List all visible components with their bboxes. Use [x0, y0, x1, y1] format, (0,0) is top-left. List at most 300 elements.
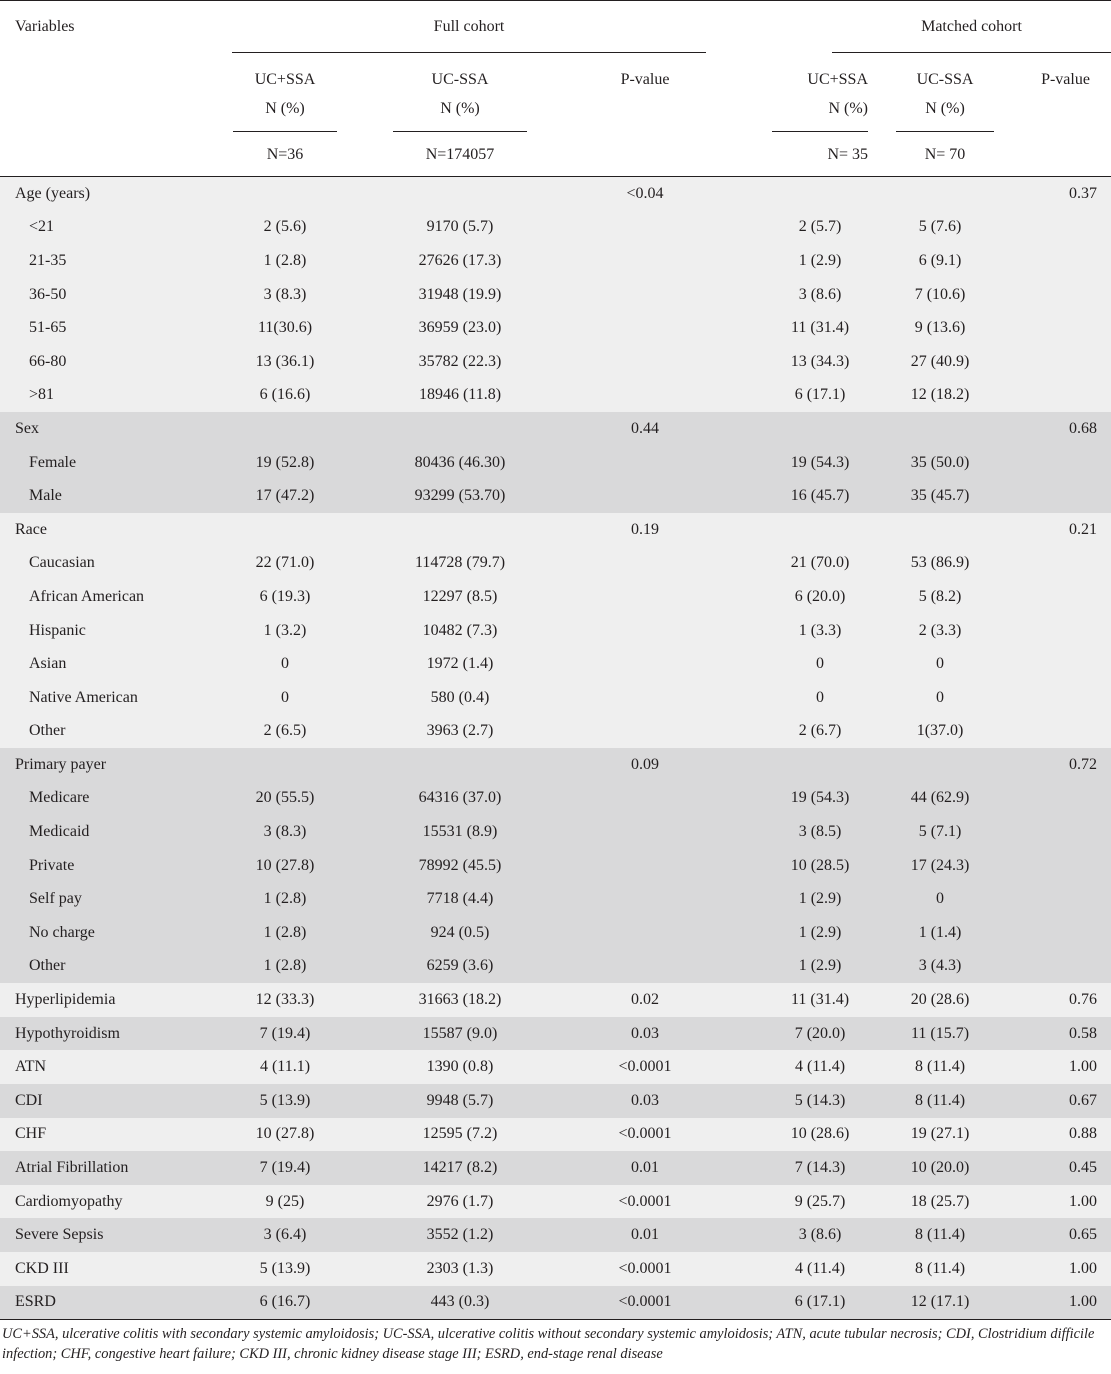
cell-match-pvalue: 1.00	[1020, 1050, 1111, 1084]
cell-full-pvalue: <0.0001	[570, 1286, 720, 1320]
cell-match-pvalue: 1.00	[1020, 1286, 1111, 1320]
cell-full-pos: 3 (6.4)	[220, 1218, 350, 1252]
table-row	[0, 950, 1111, 984]
cell-full-pvalue	[570, 782, 720, 816]
cell-full-pvalue	[570, 815, 720, 849]
cell-match-neg: 0	[820, 647, 1020, 681]
cell-match-pvalue: 0.37	[1020, 177, 1111, 211]
cell-full-pvalue	[570, 950, 720, 984]
cell-match-pos	[720, 278, 842, 312]
cell-match-neg: 7 (10.6)	[820, 278, 1020, 312]
cell-full-neg	[350, 177, 570, 211]
cell-match-pvalue	[1020, 244, 1111, 278]
cell-full-pvalue	[570, 647, 720, 681]
row-label: Medicaid	[0, 815, 220, 849]
cell-full-pvalue	[570, 479, 720, 513]
cell-match-pos-value: 3 (8.6)	[798, 1226, 842, 1244]
cell-full-pos	[220, 513, 350, 547]
cell-match-pvalue	[1020, 950, 1111, 984]
full-pos-stack	[233, 53, 337, 132]
row-label: CHF	[0, 1118, 220, 1152]
cell-match-neg: 44 (62.9)	[820, 782, 1020, 816]
cell-full-pvalue	[570, 681, 720, 715]
cell-match-pos	[720, 715, 842, 749]
row-label: Sex	[0, 412, 220, 446]
cell-full-pos: 1 (2.8)	[220, 244, 350, 278]
cell-full-neg: 1972 (1.4)	[350, 647, 570, 681]
cell-full-neg: 15587 (9.0)	[350, 1017, 570, 1051]
cell-match-neg: 35 (50.0)	[820, 446, 1020, 480]
row-label: Other	[0, 950, 220, 984]
cell-match-pos	[720, 748, 820, 782]
cell-match-pos-value: 0	[816, 655, 825, 673]
cell-match-neg: 0	[820, 882, 1020, 916]
n-match-pos-cell	[720, 132, 869, 177]
cell-full-pvalue	[570, 446, 720, 480]
cell-match-pos	[720, 580, 846, 614]
cell-full-pos: 9 (25)	[220, 1185, 350, 1219]
cell-match-neg: 9 (13.6)	[820, 311, 1020, 345]
cell-full-pvalue	[570, 211, 720, 245]
cell-full-pvalue	[570, 849, 720, 883]
cell-match-neg: 8 (11.4)	[820, 1050, 1020, 1084]
cell-full-neg: 2976 (1.7)	[350, 1185, 570, 1219]
table-row	[0, 1084, 1111, 1118]
cell-full-pvalue: <0.0001	[570, 1252, 720, 1286]
cell-match-neg: 20 (28.6)	[820, 983, 1020, 1017]
cell-match-pvalue: 0.76	[1020, 983, 1111, 1017]
cell-full-pos: 1 (2.8)	[220, 882, 350, 916]
cell-match-pos	[720, 345, 850, 379]
cell-full-neg: 10482 (7.3)	[350, 614, 570, 648]
match-pos-label: UC+SSA	[807, 71, 869, 88]
cell-match-pos-value: 9 (25.7)	[794, 1192, 846, 1210]
cell-full-pvalue	[570, 580, 720, 614]
cell-full-pos: 1 (3.2)	[220, 614, 350, 648]
cell-match-pos-value: 2 (5.7)	[798, 218, 842, 236]
row-label: Severe Sepsis	[0, 1218, 220, 1252]
cell-full-pos: 3 (8.3)	[220, 815, 350, 849]
cell-match-pos	[720, 815, 842, 849]
cell-match-pos	[720, 379, 846, 413]
cell-match-pvalue: 0.45	[1020, 1151, 1111, 1185]
cell-full-pvalue: 0.03	[570, 1084, 720, 1118]
cell-full-pvalue: 0.03	[570, 1017, 720, 1051]
cell-full-neg: 580 (0.4)	[350, 681, 570, 715]
cell-match-neg: 8 (11.4)	[820, 1084, 1020, 1118]
table-row	[0, 580, 1111, 614]
full-cohort-header	[220, 1, 720, 54]
cell-full-neg: 15531 (8.9)	[350, 815, 570, 849]
cell-match-neg: 8 (11.4)	[820, 1218, 1020, 1252]
cell-match-pvalue	[1020, 849, 1111, 883]
cell-match-neg: 53 (86.9)	[820, 547, 1020, 581]
cell-full-pvalue: 0.01	[570, 1151, 720, 1185]
cell-match-pos-value: 0	[816, 688, 825, 706]
n-row-blank	[0, 132, 220, 177]
cell-full-pos: 12 (33.3)	[220, 983, 350, 1017]
row-label: No charge	[0, 916, 220, 950]
cell-full-neg: 27626 (17.3)	[350, 244, 570, 278]
row-label: >81	[0, 379, 220, 413]
row-label: 21-35	[0, 244, 220, 278]
cell-match-pos-value: 1 (3.3)	[798, 621, 842, 639]
row-label: Female	[0, 446, 220, 480]
cell-match-pos	[720, 311, 850, 345]
table-row	[0, 244, 1111, 278]
cell-match-pos-value: 4 (11.4)	[794, 1259, 846, 1277]
cell-match-pvalue	[1020, 882, 1111, 916]
cell-full-pos: 20 (55.5)	[220, 782, 350, 816]
matched-cohort-label: Matched cohort	[832, 18, 1111, 53]
cell-match-pvalue	[1020, 681, 1111, 715]
cell-match-pos	[720, 882, 842, 916]
cell-full-neg: 18946 (11.8)	[350, 379, 570, 413]
cell-match-pos	[720, 614, 842, 648]
table-row	[0, 614, 1111, 648]
table-row	[0, 1050, 1111, 1084]
cell-match-pos	[720, 782, 850, 816]
cell-match-pos	[720, 1050, 846, 1084]
cell-full-pos: 22 (71.0)	[220, 547, 350, 581]
cell-match-pvalue	[1020, 916, 1111, 950]
row-label: Primary payer	[0, 748, 220, 782]
cell-full-neg: 36959 (23.0)	[350, 311, 570, 345]
row-label: Other	[0, 715, 220, 749]
cell-match-pos-value: 3 (8.5)	[798, 823, 842, 841]
cell-full-pvalue: 0.09	[570, 748, 720, 782]
cell-match-neg: 2 (3.3)	[820, 614, 1020, 648]
row-label: 66-80	[0, 345, 220, 379]
cell-full-neg: 443 (0.3)	[350, 1286, 570, 1320]
cell-match-pos-value: 21 (70.0)	[790, 554, 850, 572]
cell-full-neg: 14217 (8.2)	[350, 1151, 570, 1185]
cell-full-neg: 31948 (19.9)	[350, 278, 570, 312]
full-pos-col-header	[220, 53, 350, 132]
cell-full-pos: 7 (19.4)	[220, 1017, 350, 1051]
cell-match-pos	[720, 211, 842, 245]
cell-match-neg: 1(37.0)	[820, 715, 1020, 749]
cell-match-neg	[820, 513, 1020, 547]
cell-full-pvalue: <0.0001	[570, 1050, 720, 1084]
cell-full-neg: 6259 (3.6)	[350, 950, 570, 984]
cell-full-pos: 2 (6.5)	[220, 715, 350, 749]
table-row	[0, 278, 1111, 312]
cell-match-neg: 5 (7.6)	[820, 211, 1020, 245]
cell-full-pos: 10 (27.8)	[220, 849, 350, 883]
cell-full-pos: 1 (2.8)	[220, 916, 350, 950]
row-label: Self pay	[0, 882, 220, 916]
cell-full-pvalue	[570, 547, 720, 581]
cell-match-pos-value: 6 (17.1)	[794, 1293, 846, 1311]
cell-match-pos	[720, 983, 850, 1017]
cell-match-pos	[720, 1118, 850, 1152]
cell-match-pvalue	[1020, 446, 1111, 480]
cell-match-pos-value: 19 (54.3)	[790, 789, 850, 807]
cell-match-pos-value: 2 (6.7)	[798, 722, 842, 740]
cell-match-neg	[820, 748, 1020, 782]
row-label: Hypothyroidism	[0, 1017, 220, 1051]
cell-match-neg: 12 (18.2)	[820, 379, 1020, 413]
table-row	[0, 815, 1111, 849]
cell-match-neg: 17 (24.3)	[820, 849, 1020, 883]
cell-full-neg: 9948 (5.7)	[350, 1084, 570, 1118]
table-row	[0, 513, 1111, 547]
cell-match-pos	[720, 177, 820, 211]
cell-match-pvalue	[1020, 547, 1111, 581]
cell-match-neg: 19 (27.1)	[820, 1118, 1020, 1152]
cell-match-pvalue: 0.68	[1020, 412, 1111, 446]
cell-full-pvalue: 0.19	[570, 513, 720, 547]
row-label: 51-65	[0, 311, 220, 345]
cell-match-neg: 35 (45.7)	[820, 479, 1020, 513]
row-label: CDI	[0, 1084, 220, 1118]
cell-full-pos: 6 (16.6)	[220, 379, 350, 413]
row-label: CKD III	[0, 1252, 220, 1286]
cell-match-pvalue: 0.58	[1020, 1017, 1111, 1051]
row-label: 36-50	[0, 278, 220, 312]
table-row	[0, 782, 1111, 816]
cell-full-neg	[350, 412, 570, 446]
cell-match-pvalue	[1020, 647, 1111, 681]
cell-match-pos	[720, 446, 850, 480]
cell-match-pvalue	[1020, 479, 1111, 513]
header-blank	[0, 53, 220, 132]
cell-full-pvalue	[570, 715, 720, 749]
table-row	[0, 647, 1111, 681]
row-label: Hispanic	[0, 614, 220, 648]
cell-full-neg: 64316 (37.0)	[350, 782, 570, 816]
cell-match-neg: 12 (17.1)	[820, 1286, 1020, 1320]
n-match-neg: N= 70	[924, 146, 966, 163]
row-label: African American	[0, 580, 220, 614]
table-row	[0, 1218, 1111, 1252]
cell-match-neg: 11 (15.7)	[820, 1017, 1020, 1051]
cell-match-pos	[720, 479, 850, 513]
cell-match-pos	[720, 1252, 846, 1286]
cell-match-pos-value: 1 (2.9)	[798, 890, 842, 908]
cell-match-pos-value: 11 (31.4)	[790, 319, 850, 337]
cell-match-pos-value: 1 (2.9)	[798, 251, 842, 269]
cell-match-pos	[720, 1151, 846, 1185]
cell-full-pos	[220, 748, 350, 782]
cell-match-pvalue	[1020, 715, 1111, 749]
cell-full-pvalue	[570, 345, 720, 379]
row-label: ATN	[0, 1050, 220, 1084]
cell-match-pos	[720, 412, 820, 446]
table-row	[0, 1252, 1111, 1286]
cell-match-pvalue: 0.65	[1020, 1218, 1111, 1252]
row-label: Medicare	[0, 782, 220, 816]
match-neg-col-header	[820, 53, 1020, 132]
row-label: Cardiomyopathy	[0, 1185, 220, 1219]
cell-match-neg: 3 (4.3)	[820, 950, 1020, 984]
cell-match-neg: 8 (11.4)	[820, 1252, 1020, 1286]
cell-full-pos: 1 (2.8)	[220, 950, 350, 984]
table-row	[0, 379, 1111, 413]
cell-match-neg: 5 (8.2)	[820, 580, 1020, 614]
cell-full-pvalue: 0.02	[570, 983, 720, 1017]
row-label: <21	[0, 211, 220, 245]
matched-cohort-header	[820, 1, 1111, 54]
full-neg-col-header	[350, 53, 570, 132]
row-label: Race	[0, 513, 220, 547]
table-row	[0, 681, 1111, 715]
cell-full-neg: 1390 (0.8)	[350, 1050, 570, 1084]
cell-match-pos	[720, 849, 850, 883]
table-row	[0, 1017, 1111, 1051]
table-body	[0, 177, 1111, 1320]
table-row	[0, 1286, 1111, 1320]
cell-match-pos	[720, 950, 842, 984]
cell-full-neg: 93299 (53.70)	[350, 479, 570, 513]
cell-match-neg: 6 (9.1)	[820, 244, 1020, 278]
header-spacer	[720, 1, 820, 54]
cell-full-pvalue	[570, 311, 720, 345]
table-row	[0, 412, 1111, 446]
cell-match-pos	[720, 647, 825, 681]
cell-match-pvalue: 0.21	[1020, 513, 1111, 547]
cell-full-pvalue: 0.44	[570, 412, 720, 446]
cell-full-pos: 2 (5.6)	[220, 211, 350, 245]
row-label: Private	[0, 849, 220, 883]
cell-full-pvalue	[570, 379, 720, 413]
cell-match-pvalue: 1.00	[1020, 1185, 1111, 1219]
table-row	[0, 547, 1111, 581]
cell-match-pvalue	[1020, 580, 1111, 614]
cell-match-pvalue: 0.72	[1020, 748, 1111, 782]
cell-match-pos	[720, 1084, 846, 1118]
full-neg-stack	[393, 53, 527, 132]
cell-match-pos-value: 10 (28.5)	[790, 856, 850, 874]
cell-match-pos	[720, 513, 820, 547]
full-pos-label: UC+SSA	[254, 71, 316, 88]
cell-match-pos-value: 7 (20.0)	[794, 1024, 846, 1042]
cell-match-pos-value: 1 (2.9)	[798, 957, 842, 975]
row-label: ESRD	[0, 1286, 220, 1320]
cell-match-neg: 27 (40.9)	[820, 345, 1020, 379]
table-row	[0, 311, 1111, 345]
cell-full-neg: 9170 (5.7)	[350, 211, 570, 245]
cell-match-pvalue: 1.00	[1020, 1252, 1111, 1286]
cell-full-neg: 31663 (18.2)	[350, 983, 570, 1017]
cell-full-pvalue	[570, 916, 720, 950]
match-neg-npct: N (%)	[925, 100, 965, 117]
match-pvalue-header: P-value	[1041, 71, 1090, 88]
cell-match-neg	[820, 412, 1020, 446]
cell-full-pos: 10 (27.8)	[220, 1118, 350, 1152]
n-row-blank-3	[1020, 132, 1111, 177]
row-label: Age (years)	[0, 177, 220, 211]
cell-full-pvalue	[570, 882, 720, 916]
cell-full-neg: 2303 (1.3)	[350, 1252, 570, 1286]
cell-match-pos	[720, 1218, 842, 1252]
row-label: Atrial Fibrillation	[0, 1151, 220, 1185]
cell-full-pvalue: <0.0001	[570, 1185, 720, 1219]
cell-full-neg: 114728 (79.7)	[350, 547, 570, 581]
n-row-blank-2	[570, 132, 720, 177]
cell-match-pos-value: 3 (8.6)	[798, 285, 842, 303]
cell-full-neg: 3963 (2.7)	[350, 715, 570, 749]
table-row	[0, 177, 1111, 211]
cell-match-pvalue: 0.67	[1020, 1084, 1111, 1118]
cell-match-neg: 18 (25.7)	[820, 1185, 1020, 1219]
table-row	[0, 916, 1111, 950]
cell-match-pvalue	[1020, 379, 1111, 413]
cell-match-pos	[720, 1185, 846, 1219]
table-row	[0, 1185, 1111, 1219]
table-row	[0, 882, 1111, 916]
cell-full-neg	[350, 513, 570, 547]
cell-full-pos: 0	[220, 681, 350, 715]
cell-match-neg	[820, 177, 1020, 211]
cell-full-pvalue	[570, 278, 720, 312]
cell-full-neg	[350, 748, 570, 782]
cell-match-pos	[720, 916, 842, 950]
cell-full-pos: 4 (11.1)	[220, 1050, 350, 1084]
table-row	[0, 211, 1111, 245]
cell-match-pos-value: 6 (17.1)	[794, 386, 846, 404]
cell-match-pos	[720, 1017, 846, 1051]
cell-full-pos: 6 (19.3)	[220, 580, 350, 614]
table-row	[0, 983, 1111, 1017]
row-label: Asian	[0, 647, 220, 681]
cell-match-pos-value: 13 (34.3)	[790, 352, 850, 370]
table-row	[0, 748, 1111, 782]
full-pvalue-header: P-value	[620, 71, 670, 88]
cell-match-neg: 10 (20.0)	[820, 1151, 1020, 1185]
table-row	[0, 849, 1111, 883]
cell-full-pos: 6 (16.7)	[220, 1286, 350, 1320]
cell-full-neg: 80436 (46.30)	[350, 446, 570, 480]
cell-full-pos: 5 (13.9)	[220, 1084, 350, 1118]
cell-full-pos	[220, 412, 350, 446]
table-row	[0, 715, 1111, 749]
table-row	[0, 1151, 1111, 1185]
n-match-pos: N= 35	[827, 146, 869, 163]
row-label: Native American	[0, 681, 220, 715]
cell-match-pos-value: 6 (20.0)	[794, 587, 846, 605]
cell-full-pvalue	[570, 244, 720, 278]
cell-match-neg: 0	[820, 681, 1020, 715]
variables-header: Variables	[15, 18, 75, 35]
cell-full-neg: 35782 (22.3)	[350, 345, 570, 379]
full-neg-npct: N (%)	[440, 100, 480, 117]
cell-full-pos: 17 (47.2)	[220, 479, 350, 513]
cell-match-pvalue	[1020, 278, 1111, 312]
cell-full-pos: 19 (52.8)	[220, 446, 350, 480]
cell-match-pvalue	[1020, 782, 1111, 816]
cell-match-neg: 1 (1.4)	[820, 916, 1020, 950]
cell-match-pvalue	[1020, 815, 1111, 849]
cell-full-neg: 12595 (7.2)	[350, 1118, 570, 1152]
row-label: Caucasian	[0, 547, 220, 581]
cell-match-pos-value: 1 (2.9)	[798, 923, 842, 941]
match-neg-stack	[896, 53, 994, 132]
cell-match-pvalue	[1020, 614, 1111, 648]
table-row	[0, 1118, 1111, 1152]
match-pos-npct: N (%)	[828, 100, 869, 117]
match-pos-col-header	[720, 53, 869, 132]
cell-full-pos: 11(30.6)	[220, 311, 350, 345]
cell-match-pos	[720, 681, 825, 715]
table-row	[0, 479, 1111, 513]
cell-match-pos-value: 5 (14.3)	[794, 1091, 846, 1109]
cell-match-pos	[720, 1286, 846, 1320]
cell-match-pos-value: 10 (28.6)	[790, 1125, 850, 1143]
cell-full-neg: 7718 (4.4)	[350, 882, 570, 916]
table-row	[0, 446, 1111, 480]
